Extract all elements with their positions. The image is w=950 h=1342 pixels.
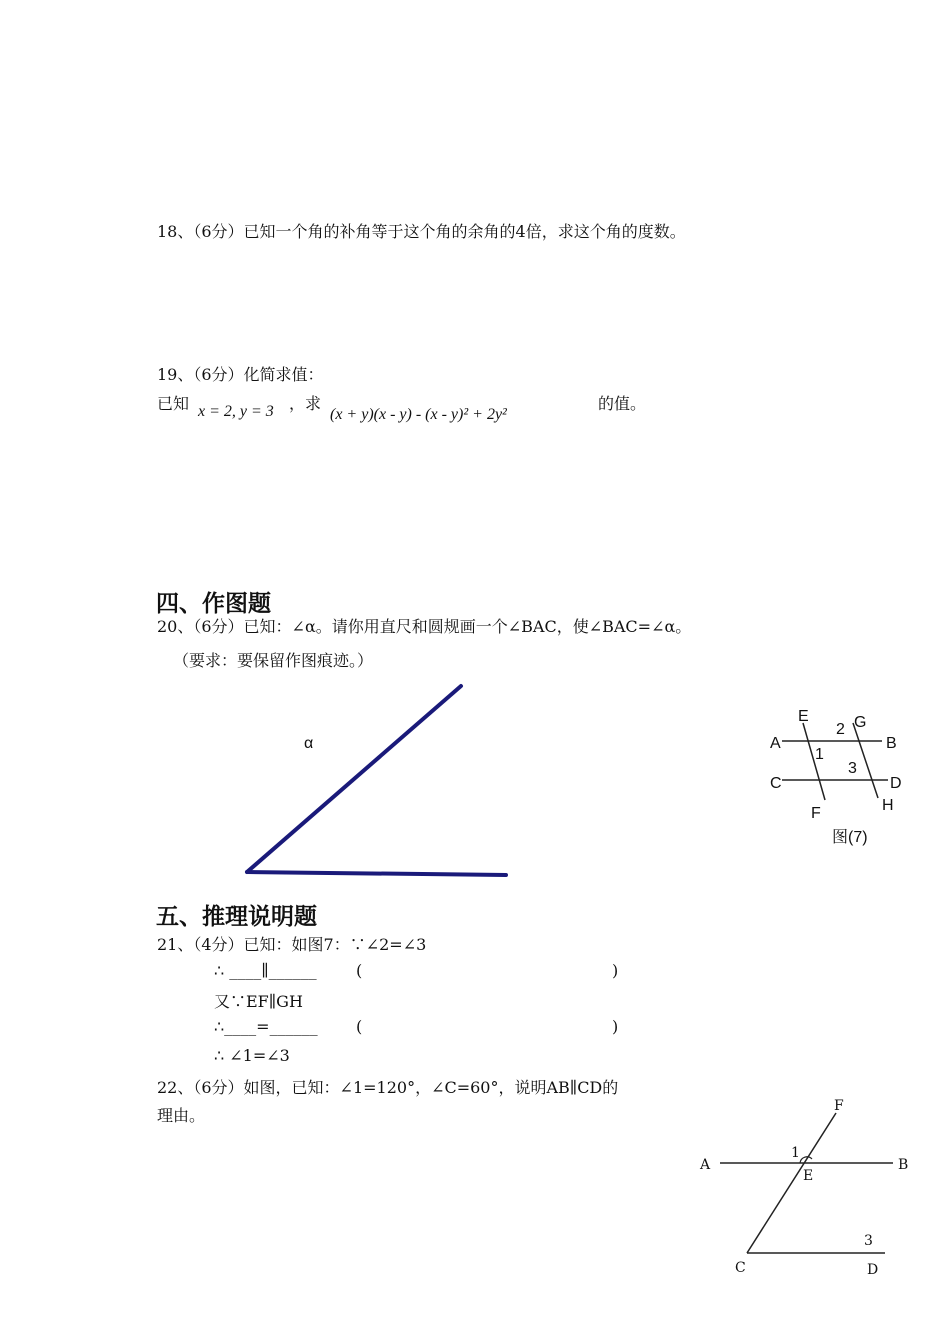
question-19-given: x = 2, y = 3 xyxy=(198,403,274,420)
question-21-step-3: ∴____=______ xyxy=(214,1017,318,1036)
fig7-label-1: 1 xyxy=(815,746,824,763)
question-22: 22、（6分）如图，已知：∠1=120°，∠C=60°，说明AB∥CD的 xyxy=(157,1078,619,1097)
question-21-step-3-open-paren: ( xyxy=(356,1017,363,1036)
question-21-step-1: ∴ ____∥______ xyxy=(214,961,317,980)
fig7-label-G: G xyxy=(854,714,867,731)
fig7-label-A: A xyxy=(770,735,781,752)
angle-alpha-label: α xyxy=(304,735,314,752)
fig22-label-F: F xyxy=(834,1098,844,1114)
fig22-label-1: 1 xyxy=(791,1145,800,1161)
question-19-title: 19、（6分）化简求值： xyxy=(157,365,324,384)
fig7-label-2: 2 xyxy=(836,721,845,738)
fig22-label-3: 3 xyxy=(864,1233,873,1249)
question-18: 18、（6分）已知一个角的补角等于这个角的余角的4倍，求这个角的度数。 xyxy=(157,222,686,241)
section-5-title: 五、推理说明题 xyxy=(156,904,317,930)
transversal-FC xyxy=(747,1113,836,1253)
fig7-label-D: D xyxy=(890,775,902,792)
question-20: 20、（6分）已知：∠α。请你用直尺和圆规画一个∠BAC，使∠BAC=∠α。 xyxy=(157,617,692,636)
fig7-label-H: H xyxy=(882,797,894,814)
question-20-note: （要求：要保留作图痕迹。） xyxy=(173,651,374,670)
question-21-step-1-open-paren: ( xyxy=(356,961,363,980)
fig7-label-F: F xyxy=(811,805,821,822)
fig7-label-E: E xyxy=(798,708,809,725)
question-22-line-2: 理由。 xyxy=(157,1106,206,1125)
question-19-suffix: 的值。 xyxy=(598,394,647,413)
fig22-label-B: B xyxy=(898,1157,909,1173)
question-21: 21、（4分）已知：如图7：∵∠2=∠3 xyxy=(157,935,427,954)
question-19-expression: (x + y)(x - y) - (x - y)² + 2y² xyxy=(330,406,507,423)
question-19-prefix: 已知 xyxy=(157,394,190,413)
section-4-title: 四、作图题 xyxy=(156,591,271,617)
question-21-step-4: ∴ ∠1=∠3 xyxy=(214,1046,290,1065)
fig22-label-E: E xyxy=(803,1168,814,1184)
fig7-label-B: B xyxy=(886,735,897,752)
question-21-step-1-close-paren: ) xyxy=(612,961,619,980)
fig22-label-C: C xyxy=(735,1260,746,1276)
fig7-label-C: C xyxy=(770,775,782,792)
fig22-label-D: D xyxy=(867,1262,879,1278)
question-21-step-2: 又∵EF∥GH xyxy=(214,992,303,1011)
fig22-label-A: A xyxy=(700,1157,711,1173)
question-19-ask: ，求 xyxy=(289,394,322,413)
question-21-step-3-close-paren: ) xyxy=(612,1017,619,1036)
fig7-label-3: 3 xyxy=(848,760,857,777)
fig7-caption: 图(7) xyxy=(832,829,868,846)
